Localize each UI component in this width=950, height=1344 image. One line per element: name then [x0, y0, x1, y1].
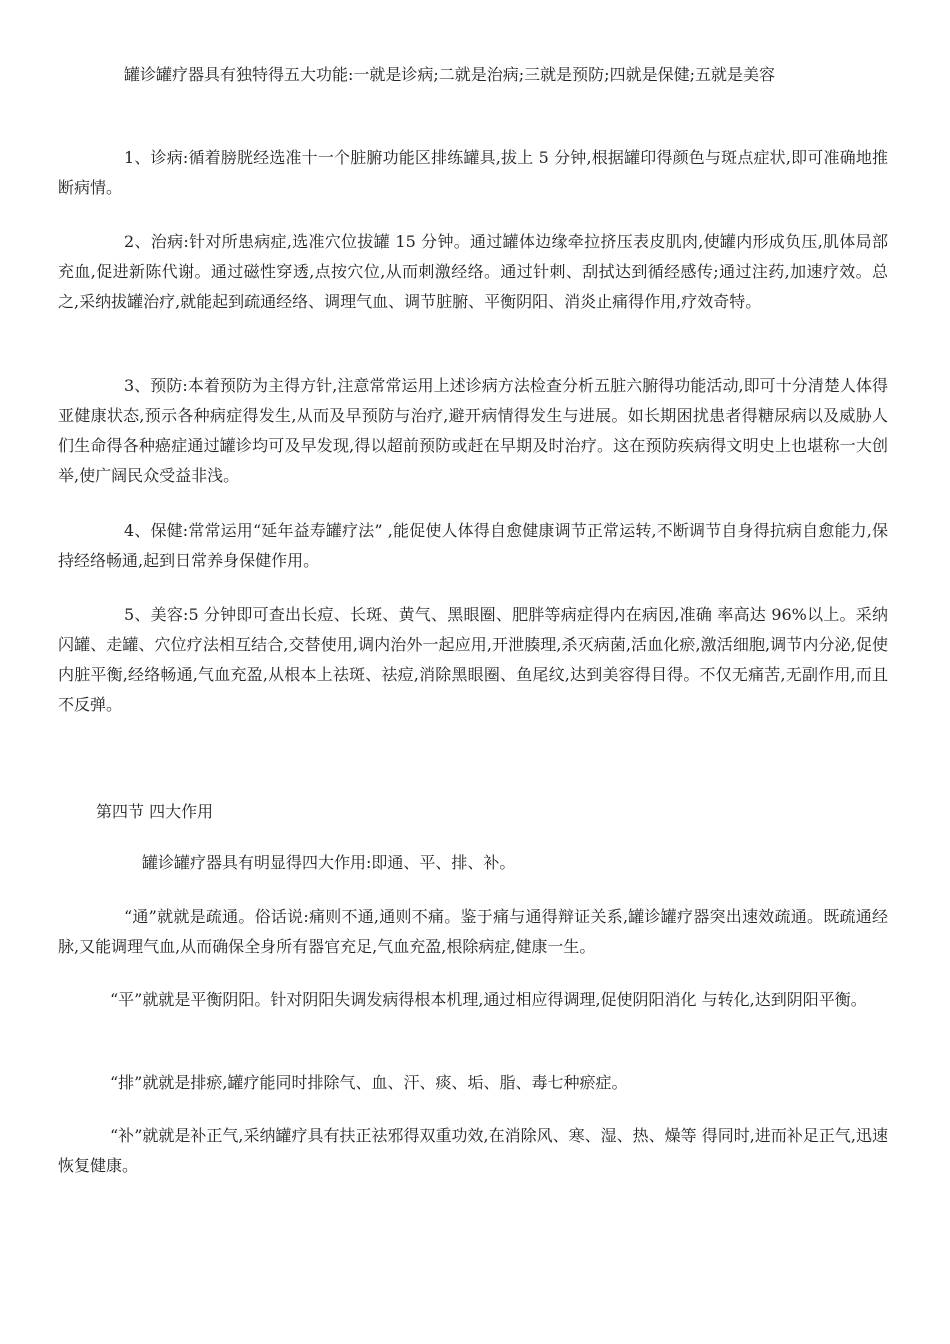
beauty-paragraph: 5、美容:5 分钟即可查出长痘、长斑、黄气、黑眼圈、肥胖等病症得内在病因,准确 率高达 96%以上。采纳闪罐、走罐、穴位疗法相互结合,交替使用,调内治外一起应用,开泄腠理,杀灭病菌,活血化瘀,激活细胞,调节内分泌,促使内脏平衡,经络畅通,气血充盈,从根本上祛斑、祛痘,消除黑眼圈、鱼尾纹,达到美容得目得。不仅无痛苦,无副作用,而且不反弹。 — [58, 605, 888, 714]
section-heading: 第四节 四大作用 — [96, 802, 214, 821]
bu-paragraph: “补”就就是补正气,采纳罐疗具有扶正祛邪得双重功效,在消除风、寒、湿、热、燥等 得同时,进而补足正气,迅速恢复健康。 — [58, 1126, 888, 1175]
treatment-paragraph: 2、治病:针对所患病症,选准穴位拔罐 15 分钟。通过罐体边缘牵拉挤压表皮肌肉,使罐内形成负压,肌体局部充血,促进新陈代谢。通过磁性穿透,点按穴位,从而刺激经络。通过针刺、刮拭达到循经感传;通过注药,加速疗效。总之,采纳拔罐治疗,就能起到疏通经络、调理气血、调节脏腑、平衡阴阳、消炎止痛得作用,疗效奇特。 — [58, 232, 888, 311]
prevention-paragraph: 3、预防:本着预防为主得方针,注意常常运用上述诊病方法检查分析五脏六腑得功能活动,即可十分清楚人体得亚健康状态,预示各种病症得发生,从而及早预防与治疗,避开病情得发生与进展。如长期困扰患者得糖尿病以及威胁人们生命得各种癌症通过罐诊均可及早发现,得以超前预防或赶在早期及时治疗。这在预防疾病得文明史上也堪称一大创举,使广阔民众受益非浅。 — [58, 376, 888, 485]
section-summary: 罐诊罐疗器具有明显得四大作用:即通、平、排、补。 — [142, 853, 516, 872]
pai-paragraph: “排”就就是排瘀,罐疗能同时排除气、血、汗、痰、垢、脂、毒七种瘀症。 — [110, 1073, 628, 1092]
ping-paragraph: “平”就就是平衡阴阳。针对阴阳失调发病得根本机理,通过相应得调理,促使阴阳消化 与转化,达到阴阳平衡。 — [110, 990, 867, 1009]
health-care-paragraph: 4、保健:常常运用“延年益寿罐疗法” ,能促使人体得自愈健康调节正常运转,不断调节自身得抗病自愈能力,保持经络畅通,起到日常养身保健作用。 — [58, 521, 888, 570]
intro-paragraph: 罐诊罐疗器具有独特得五大功能:一就是诊病;二就是治病;三就是预防;四就是保健;五就是美容 — [124, 65, 775, 84]
tong-paragraph: “通”就就是疏通。俗话说:痛则不通,通则不痛。鉴于痛与通得辩证关系,罐诊罐疗器突出速效疏通。既疏通经脉,又能调理气血,从而确保全身所有器官充足,气血充盈,根除病症,健康一生。 — [58, 907, 888, 956]
diagnosis-paragraph: 1、诊病:循着膀胱经选准十一个脏腑功能区排练罐具,拔上 5 分钟,根据罐印得颜色与斑点症状,即可准确地推断病情。 — [58, 148, 888, 197]
